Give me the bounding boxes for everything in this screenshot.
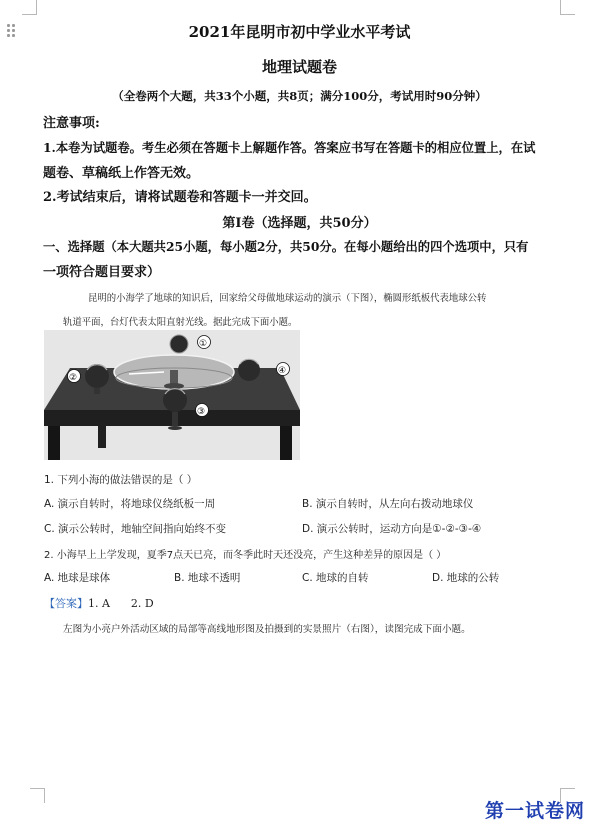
section-title: 第Ⅰ卷（选择题，共50分） — [222, 216, 377, 231]
corner-mark-top-right — [560, 0, 575, 15]
stem-line-1: 昆明的小海学了地球的知识后，回家给父母做地球运动的演示（下图），椭圆形纸板代表地球公转 — [88, 293, 487, 304]
corner-mark-bottom-left — [30, 788, 45, 803]
q1-option-c: C. 演示公转时，地轴空间指向始终不变 — [44, 523, 227, 535]
watermark-logo: 第一试卷网 — [484, 800, 585, 822]
paper-title: 地理试题卷 — [261, 58, 337, 76]
section-instruction-line-1: 一、选择题（本大题共25小题，每小题2分，共50分。在每小题给出的四个选项中，只有 — [43, 239, 529, 254]
paper-info: （全卷两个大题，共33个小题，共8页；满分100分，考试用时90分钟） — [112, 89, 487, 103]
notes-item-2: 2.考试结束后，请将试题卷和答题卡一并交回。 — [43, 190, 317, 205]
exam-title: 2021年昆明市初中学业水平考试 — [188, 23, 411, 41]
globe-demo-figure — [44, 330, 300, 460]
notes-item-1-line-1: 1.本卷为试题卷。考生必须在答题卡上解题作答。答案应书写在答题卡的相应位置上，在试 — [43, 140, 536, 155]
globe-4 — [238, 359, 260, 381]
figure-label-2: ② — [69, 373, 78, 383]
notes-heading: 注意事项: — [43, 116, 100, 131]
figure-label-1: ① — [199, 339, 208, 349]
q2-option-d: D. 地球的公转 — [432, 572, 500, 584]
q1-option-a: A. 演示自转时，将地球仪绕纸板一周 — [44, 498, 216, 510]
stem-line-2: 轨道平面，台灯代表太阳直射光线。据此完成下面小题。 — [63, 317, 298, 328]
q1-question: 1. 下列小海的做法错误的是（ ） — [44, 474, 198, 486]
next-question-stem: 左图为小亮户外活动区域的局部等高线地形图及拍摄到的实景照片（右图），读图完成下面小题。 — [63, 624, 471, 635]
globe-1 — [170, 335, 188, 353]
q2-option-b: B. 地球不透明 — [174, 572, 241, 584]
q1-option-b: B. 演示自转时，从左向右拨动地球仪 — [302, 498, 474, 510]
corner-mark-top-left — [22, 0, 37, 15]
answer-text: 1. A 2. D — [88, 597, 154, 610]
notes-item-1-line-2: 题卷、草稿纸上作答无效。 — [43, 166, 200, 181]
q2-question: 2. 小海早上上学发现，夏季7点天已亮，而冬季此时天还没亮，产生这种差异的原因是（ ） — [44, 550, 447, 561]
section-instruction-line-2: 一项符合题目要求） — [43, 265, 161, 280]
q2-option-a: A. 地球是球体 — [44, 572, 111, 584]
answer-tag: 【答案】 — [44, 597, 88, 610]
figure-label-4: ④ — [278, 366, 287, 376]
figure-label-3: ③ — [197, 407, 206, 417]
q2-option-c: C. 地球的自转 — [302, 572, 369, 584]
q1-option-d: D. 演示公转时，运动方向是①-②-③-④ — [302, 523, 482, 535]
answer-line — [44, 595, 154, 611]
